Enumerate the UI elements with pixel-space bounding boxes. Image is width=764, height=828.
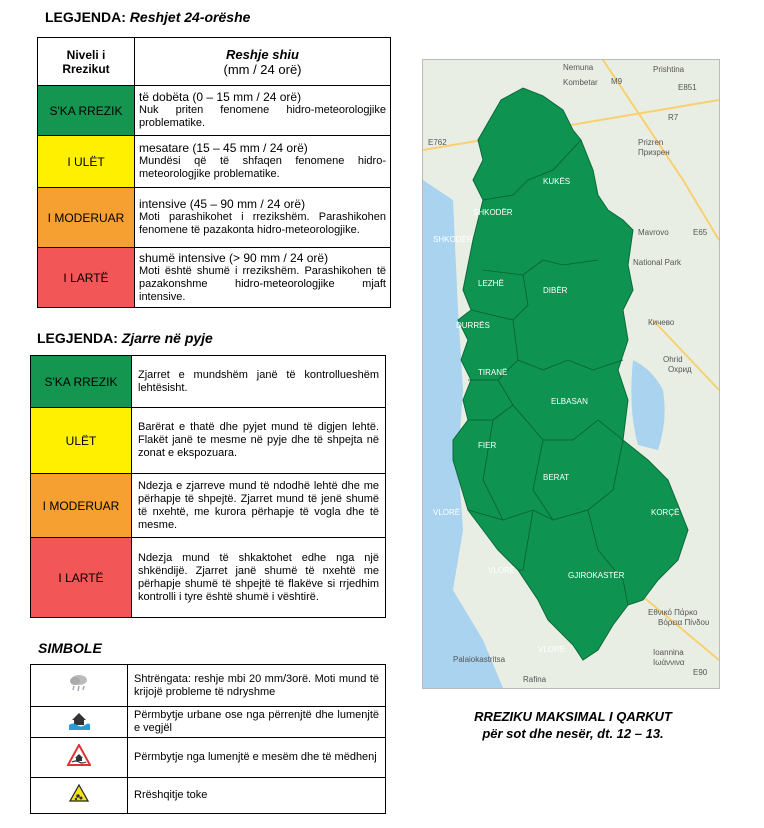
symbol-landslide-text: Rrëshqitje toke	[128, 778, 386, 814]
bg-label: Ohrid	[663, 355, 683, 364]
fire-legend-table	[30, 355, 386, 618]
fire-level-low: ULËT	[31, 408, 132, 474]
bg-label: Rafina	[523, 675, 547, 684]
map-caption-line1: RREZIKU MAKSIMAL I QARKUT	[474, 709, 672, 724]
region-label-vlore-2: VLORË	[488, 566, 516, 575]
road-label: M9	[611, 77, 623, 86]
fire-level-moderate: I MODERUAR	[31, 474, 132, 538]
bg-label: Ιωάννινα	[653, 658, 685, 667]
road-label: E762	[428, 138, 447, 147]
landslide-icon	[69, 784, 89, 802]
rain-level-moderate: I MODERUAR	[38, 188, 135, 248]
rain-desc-none-head: të dobëta (0 – 15 mm / 24 orë)	[139, 90, 302, 104]
bg-label: Кичево	[648, 318, 675, 327]
level-header: Niveli i Rrezikut	[38, 38, 135, 86]
region-label-berat: BERAT	[543, 473, 570, 482]
rain-legend-title	[45, 9, 250, 25]
symbol-urban-flood-cell	[31, 707, 128, 738]
rain-level-none: S'KA RREZIK	[38, 86, 135, 136]
rain-desc-high-text: Moti është shumë i rrezikshëm. Parashikohen të pazakonshme hidro-meteorologjike mjaft intensive.	[139, 264, 386, 303]
rain-desc-high	[135, 248, 391, 308]
symbols-table	[30, 664, 386, 814]
region-label-vlore-1: VLORË	[433, 508, 461, 517]
map-caption	[437, 708, 709, 742]
fire-desc-moderate: Ndezja e zjarreve mund të ndodhë lehtë dhe me përhapje të shpejtë. Zjarret mund të jenë shumë të nxehtë, me kurora përhapje të vogla dhe të mesme.	[132, 474, 386, 538]
storm-icon	[68, 673, 90, 693]
bg-label: Kombetar	[563, 78, 598, 87]
region-label-gjirokaster: GJIROKASTËR	[568, 571, 625, 580]
rain-desc-moderate-head: intensive (45 – 90 mm / 24 orë)	[139, 197, 306, 211]
road-label: E90	[693, 668, 708, 677]
rain-desc-none-text: Nuk priten fenomene hidro-meteorologjike problematike.	[139, 104, 386, 129]
region-label-lezhe: LEZHË	[478, 279, 504, 288]
rain-desc-low	[135, 136, 391, 188]
region-label-diber: DIBËR	[543, 286, 568, 295]
risk-map-svg	[423, 60, 719, 688]
road-label: R7	[668, 113, 679, 122]
rain-level-high: I LARTË	[38, 248, 135, 308]
symbols-title: SIMBOLE	[38, 640, 102, 656]
bg-label: Nemuna	[563, 63, 594, 72]
bg-label: Mavrovo	[638, 228, 669, 237]
fire-level-high: I LARTË	[31, 538, 132, 618]
fire-level-none: S'KA RREZIK	[31, 356, 132, 408]
rain-legend-table	[37, 37, 391, 308]
bg-label: Охрид	[668, 365, 692, 374]
urban-flood-icon	[68, 710, 90, 730]
rain-header-title: Reshje shiu	[226, 46, 299, 62]
bg-label: Ioannina	[653, 648, 684, 657]
rain-header-unit: (mm / 24 orë)	[223, 61, 302, 77]
fire-desc-high: Ndezja mund të shkaktohet edhe nga një shkëndijë. Zjarret janë shumë të nxehtë me përhapje shumë të shpejtë të flakëve si rrjedhim kontrolli i tyre është shumë i vështirë.	[132, 538, 386, 618]
rain-desc-low-text: Mundësi që të shfaqen fenomene hidro-meteorologjike problematike.	[139, 155, 386, 180]
bg-label: Βόρεια Πίνδου	[658, 618, 710, 627]
region-label-tirane: TIRANË	[478, 368, 508, 377]
fire-legend-title	[37, 330, 213, 346]
bg-label: Prizren	[638, 138, 664, 147]
symbol-storm-text: Shtrëngata: reshje mbi 20 mm/3orë. Moti mund të krijojë probleme të ndryshme	[128, 665, 386, 707]
bg-label: National Park	[633, 258, 682, 267]
rain-desc-moderate-text: Moti parashikohet i rrezikshëm. Parashikohen fenomene të pazakonta hidro-meteorologjike.	[139, 211, 386, 236]
region-label-durres: DURRËS	[456, 321, 490, 330]
fire-legend-title-suffix: Zjarre në pyje	[121, 330, 213, 346]
road-label: E851	[678, 83, 697, 92]
bg-label: Призрен	[638, 148, 670, 157]
lake-ohrid	[631, 360, 664, 450]
rain-desc-none	[135, 86, 391, 136]
bg-label: Prishtina	[653, 65, 685, 74]
rain-desc-moderate	[135, 188, 391, 248]
region-label-fier: FIER	[478, 441, 497, 450]
region-label-vlore-3: VLORË	[538, 645, 566, 654]
region-label-shkoder-2: SHKODËR	[433, 235, 473, 244]
fire-desc-none: Zjarret e mundshëm janë të kontrollueshëm lehtësisht.	[132, 356, 386, 408]
rain-legend-title-suffix: Reshjet 24-orëshe	[129, 9, 251, 25]
road-label: E65	[693, 228, 708, 237]
symbol-river-flood-cell	[31, 738, 128, 778]
region-label-korce: KORÇË	[651, 508, 680, 517]
map-caption-line2: për sot dhe nesër, dt. 12 – 13.	[482, 726, 664, 741]
rain-header	[135, 38, 391, 86]
symbol-river-flood-text: Përmbytje nga lumenjtë e mesëm dhe të mëdhenj	[128, 738, 386, 778]
symbol-landslide-cell	[31, 778, 128, 814]
bg-label: Palaiokastritsa	[453, 655, 506, 664]
rain-level-low: I ULËT	[38, 136, 135, 188]
region-label-shkoder: SHKODËR	[473, 208, 513, 217]
region-label-kukes: KUKËS	[543, 177, 571, 186]
fire-desc-low: Barërat e thatë dhe pyjet mund të digjen lehtë. Flakët janë te mesme në pyje dhe të shpejta në zonat e ekspozuara.	[132, 408, 386, 474]
symbol-storm-cell	[31, 665, 128, 707]
river-flood-icon	[67, 744, 91, 766]
risk-map[interactable]	[422, 59, 720, 689]
bg-label: Εθνικό Πάρκο	[648, 608, 698, 617]
symbol-urban-flood-text: Përmbytje urbane ose nga përrenjtë dhe lumenjtë e vegjël	[128, 707, 386, 738]
rain-desc-low-head: mesatare (15 – 45 mm / 24 orë)	[139, 141, 308, 155]
fire-legend-title-prefix: LEGJENDA:	[37, 330, 118, 346]
region-label-elbasan: ELBASAN	[551, 397, 588, 406]
rain-legend-title-prefix: LEGJENDA:	[45, 9, 126, 25]
rain-desc-high-head: shumë intensive (> 90 mm / 24 orë)	[139, 250, 329, 265]
